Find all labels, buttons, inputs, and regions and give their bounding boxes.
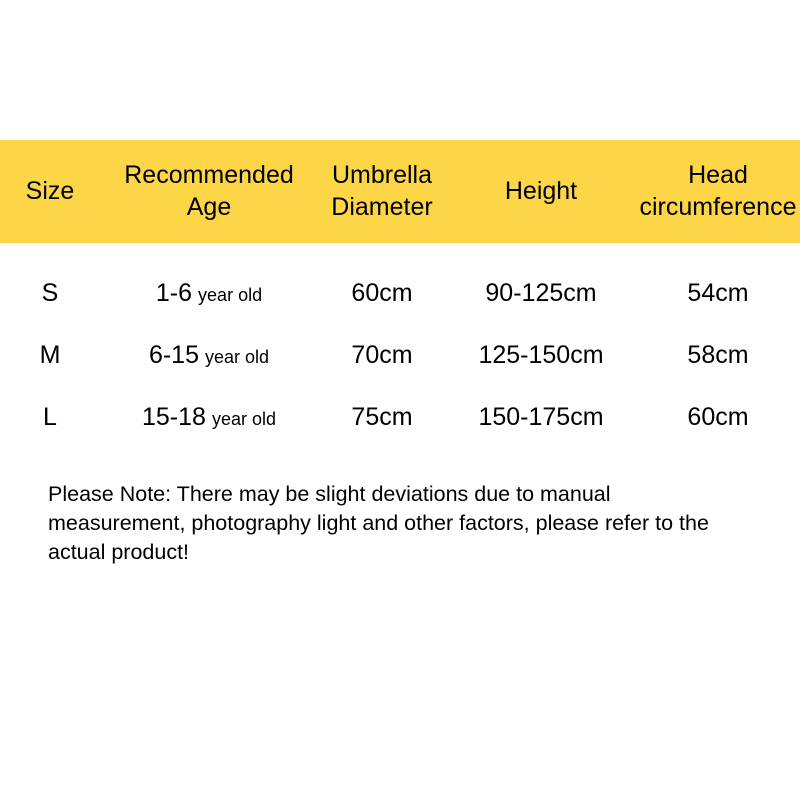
header-recommended-age: Recommended Age <box>124 161 294 221</box>
header-head-circumference: Head circumference <box>639 161 797 221</box>
age-unit: year old <box>211 408 276 429</box>
header-size: Size <box>25 176 75 205</box>
table-row <box>0 386 800 448</box>
cell-umbrella-diameter: 75cm <box>351 402 413 431</box>
age-unit: year old <box>205 346 270 367</box>
cell-recommended-age <box>100 279 318 308</box>
age-value: 6-15 <box>148 340 199 369</box>
cell-height: 150-175cm <box>478 402 604 431</box>
table-row <box>0 324 800 386</box>
table-header-row <box>0 140 800 243</box>
header-umbrella-diameter: Umbrella Diameter <box>331 161 433 221</box>
cell-recommended-age <box>100 403 318 432</box>
age-unit: year old <box>198 284 263 305</box>
disclaimer-note: Please Note: There may be slight deviations due to manual measurement, photography light and other factors, please refer to the actual product! <box>48 482 709 565</box>
cell-head-circumference: 54cm <box>687 278 749 307</box>
cell-size: L <box>43 402 57 431</box>
table-body <box>0 262 800 448</box>
age-value: 15-18 <box>142 402 206 431</box>
table-row <box>0 262 800 324</box>
cell-size: S <box>41 278 59 307</box>
cell-head-circumference: 58cm <box>687 340 749 369</box>
cell-umbrella-diameter: 70cm <box>351 340 413 369</box>
cell-recommended-age <box>100 341 318 370</box>
cell-height: 90-125cm <box>485 278 597 307</box>
cell-height: 125-150cm <box>478 340 604 369</box>
cell-size: M <box>39 340 61 369</box>
age-value: 1-6 <box>155 278 193 307</box>
cell-head-circumference: 60cm <box>687 402 749 431</box>
header-height: Height <box>504 176 578 205</box>
cell-umbrella-diameter: 60cm <box>351 278 413 307</box>
